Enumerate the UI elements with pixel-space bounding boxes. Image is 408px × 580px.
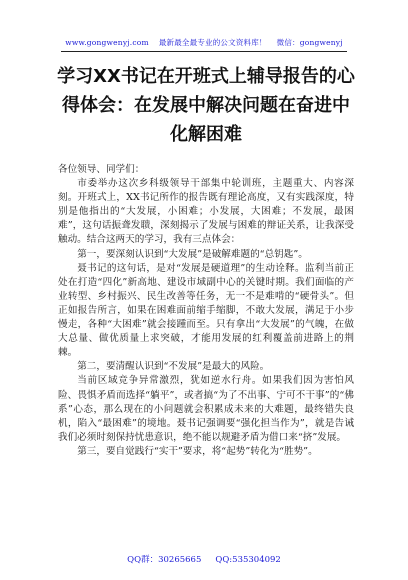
body-paragraph: 当前区域竞争异常激烈，犹如逆水行舟。如果我们因为害怕风险、畏惧矛盾而选择“躺平”，或者搞“为了不出事、宁可不干事”的“佛系”心态，那么现在的小问题就会积累成未来的大难题，最终错失良机，陷入“最困难”的境地。聂书记强调要“强化担当作为”，就是告诫我们必须时刻保持忧患意识，绝不能以规避矛盾为借口来“挤”发展。 [58, 375, 354, 443]
footer-qq: QQ:535304092 [215, 555, 281, 565]
body-paragraph: 聂书记的这句话，是对“发展是硬道理”的生动诠释。监利当前正处在打造“四化”新高地、建设市域副中心的关键时期。我们面临的产业转型、乡村振兴、民生改善等任务，无一不是难啃的“硬骨头”。但正如报告所言，如果在困难面前缩手缩脚，不敢大发展，满足于小步慢走，各种“大困难”就会接踵而至。只有拿出“大发展”的气魄，在做大总量、做优质量上求突破，才能用发展的红利覆盖前进路上的荆棘。 [58, 262, 354, 359]
body-paragraph: 市委举办这次乡科级领导干部集中轮训班，主题重大、内容深刻。开班式上，XX书记所作的报告既有理论高度，又有实践深度，特别是他指出的“大发展，小困难；小发展，大困难；不发展，最困难”，这句话振聋发聩，深刻揭示了发展与困难的辩证关系，让我深受触动。结合这两天的学习，我有三点体会： [58, 178, 354, 246]
page-footer [0, 553, 408, 565]
section-heading-1: 第一，要深刻认识到“大发展”是破解难题的“总钥匙”。 [77, 248, 308, 260]
header-wechat: 微信：gongwenyj [276, 38, 343, 47]
header-slogan: 最新最全最专业的公文资料库！ [158, 38, 267, 47]
page-header [0, 37, 408, 48]
website-link[interactable]: www.gongwenyj.com [65, 38, 149, 47]
footer-qq-group: QQ群：30265665 [127, 555, 202, 565]
header-divider [61, 51, 347, 52]
document-body [58, 163, 354, 459]
salutation: 各位领导、同学们： [58, 164, 145, 175]
document-title: 学习XX书记在开班式上辅导报告的心得体会：在发展中解决问题在奋进中化解困难 [57, 66, 355, 145]
section-heading-2: 第二，要清醒认识到“不发展”是最大的风险。 [77, 361, 270, 373]
section-heading-3: 第三，要自觉践行“实干”要求，将“起势”转化为“胜势”。 [77, 445, 318, 457]
